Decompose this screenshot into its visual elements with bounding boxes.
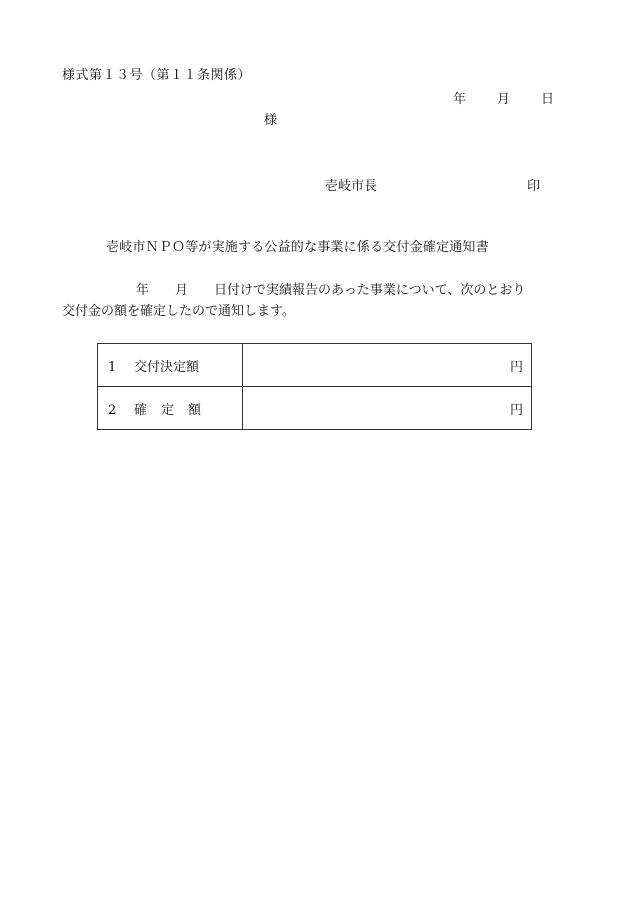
row-number: 1 [108, 359, 117, 375]
row-number: 2 [108, 402, 117, 418]
unit-label: 円 [509, 359, 523, 375]
amount-field[interactable] [243, 344, 532, 387]
date-year-label: 年 [453, 92, 467, 107]
date-month-label: 月 [497, 92, 511, 107]
row-label: 交付決定額 [134, 359, 200, 375]
body-text [62, 280, 582, 322]
amount-field[interactable] [243, 387, 532, 430]
issuer-name: 壱岐市長 [325, 179, 378, 194]
body-text-line1: 日付けで実績報告のあった事業について、次のとおり [214, 283, 526, 298]
seal-mark: 印 [527, 179, 541, 194]
table-row [98, 344, 532, 387]
document-title: 壱岐市ＮＰＯ等が実施する公益的な事業に係る交付金確定通知書 [106, 240, 489, 255]
addressee-suffix: 様 [264, 113, 278, 128]
row-label-cell [98, 387, 243, 430]
amount-table [97, 343, 532, 430]
form-number: 様式第１３号（第１１条関係） [62, 68, 252, 83]
date-day-label: 日 [541, 92, 555, 107]
table-row [98, 387, 532, 430]
row-label: 確定額 [134, 402, 216, 418]
body-text-line2: 交付金の額を確定したので通知します。 [62, 304, 295, 319]
body-month-label: 月 [175, 283, 189, 298]
body-year-label: 年 [136, 283, 150, 298]
unit-label: 円 [509, 402, 523, 418]
row-label-cell [98, 344, 243, 387]
